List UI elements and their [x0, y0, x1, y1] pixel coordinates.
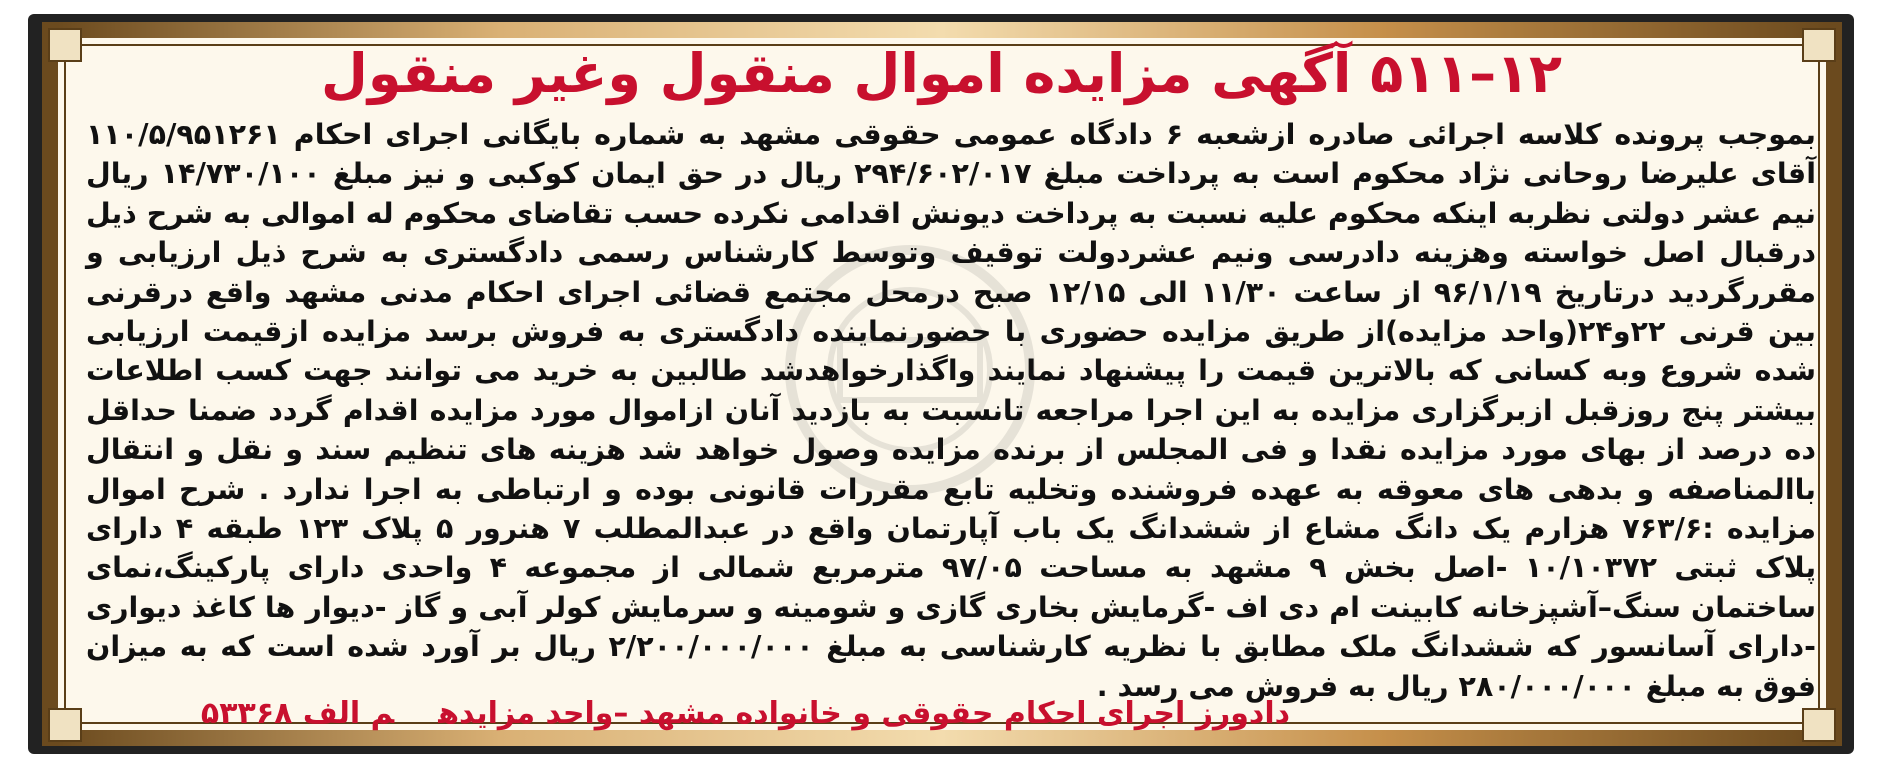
reference-code: م الف ۵۳۳۶۸: [200, 696, 395, 731]
notice-title: ۱۲–۵۱۱ آگهی مزایده اموال منقول وغیر منقول: [320, 42, 1563, 105]
corner-ornament: [48, 28, 82, 62]
corner-ornament: [48, 708, 82, 742]
signature-line: [200, 692, 1290, 736]
corner-ornament: [1802, 28, 1836, 62]
notice-body: بموجب پرونده کلاسه اجرائی صادره ازشعبه ۶ دادگاه عمومی حقوقی مشهد به شماره بایگانی اجرای احکام ۱۱۰/۵/۹۵۱۲۶۱ آقای علیرضا روحانی نژاد محکوم است به پرداخت مبلغ ۲۹۴/۶۰۲/۰۱۷ ریال در حق ایمان کوکبی و نیز مبلغ ۱۴/۷۳۰/۱۰۰ ریال نیم عشر دولتی نظربه اینکه محکوم علیه نسبت به پرداخت دیونش اقدامی نکرده حسب تقاضای محکوم له اموالی به شرح ذیل درقبال اصل خواسته وهزینه دادرسی ونیم عشردولت توقیف وتوسط کارشناس رسمی دادگستری به شرح ذیل ارزیابی و مقررگردید درتاریخ ۹۶/۱/۱۹ از ساعت ۱۱/۳۰ الی ۱۲/۱۵ صبح درمحل مجتمع قضائی اجرای احکام مدنی مشهد واقع درقرنی بین قرنی ۲۲و۲۴(واحد مزایده)از طریق مزایده حضوری با حضورنماینده دادگستری به فروش برسد مزایده ازقیمت ارزیابی شده شروع وبه کسانی که بالاترین قیمت را پیشنهاد نمایند واگذارخواهدشد طالبین به خرید می توانند جهت کسب اطلاعات بیشتر پنج روزقبل ازبرگزاری مزایده به این اجرا مراجعه تانسبت به بازدید آنان ازاموال مورد مزایده اقدام گردد ضمنا حداقل ده درصد از بهای مورد مزایده نقدا و فی المجلس از برنده مزایده وصول خواهد شد هزینه های تنظیم سند و نقل و انتقال باالمناصفه و بدهی های معوقه به عهده فروشنده وتخلیه تابع مقررات قانونی بوده و ارتباطی به اجرا ندارد . شرح اموال مزایده :۷۶۳/۶ هزارم یک دانگ مشاع از ششدانگ یک باب آپارتمان واقع در عبدالمطلب ۷ هنرور ۵ پلاک ۱۲۳ طبقه ۴ دارای پلاک ثبتی ۱۰/۱۰۳۷۲ -اصل بخش ۹ مشهد به مساحت ۹۷/۰۵ مترمربع شمالی از مجموعه ۴ واحدی دارای پارکینگ،نمای ساختمان سنگ–آشپزخانه کابینت ام دی اف -گرمایش بخاری گازی و شومینه و سرمایش کولر آبی و گاز -دیوار ها کاغذ دیواری -دارای آسانسور که ششدانگ ملک مطابق با نظریه کارشناسی به مبلغ ۲/۲۰۰/۰۰۰/۰۰۰ ریال بر آورد شده است که به میزان فوق به مبلغ ۲۸۰/۰۰۰/۰۰۰ ریال به فروش می رسد .: [86, 118, 1817, 703]
corner-ornament: [1802, 708, 1836, 742]
signature-text: دادورز اجرای احکام حقوقی و خانواده مشهد –واحد مزایده: [438, 696, 1290, 731]
